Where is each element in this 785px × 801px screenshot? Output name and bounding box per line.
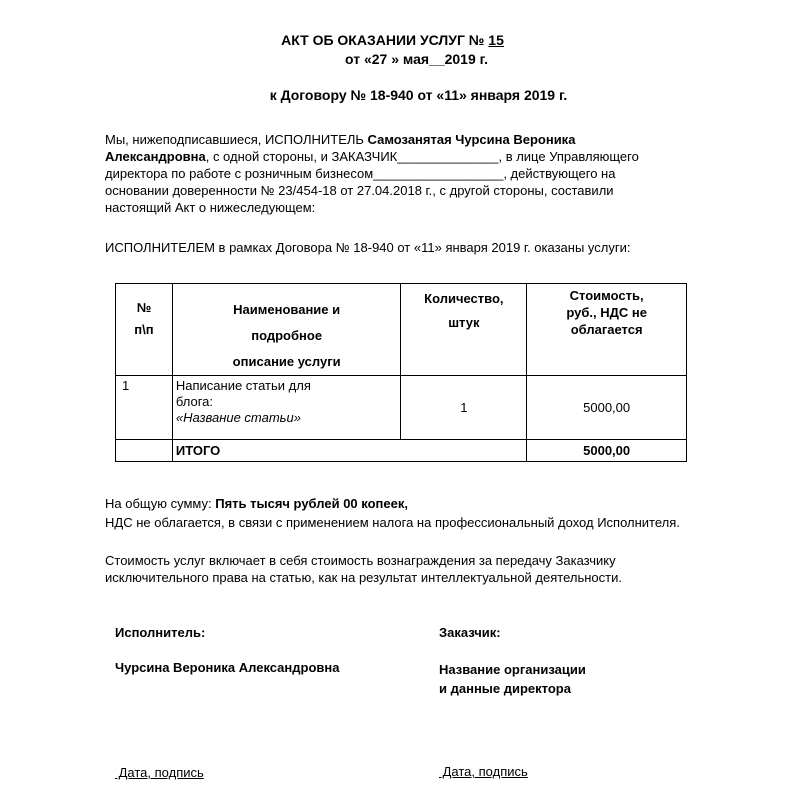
executor-name: Чурсина Вероника Александровна xyxy=(115,660,340,675)
rights-paragraph xyxy=(105,552,728,586)
act-date: от «27 » мая__2019 г. xyxy=(345,51,488,67)
customer-name: Название организации и данные директора xyxy=(439,662,586,696)
total-sum-line: На общую сумму: Пять тысяч рублей 00 копеек, xyxy=(105,496,408,511)
intro-line-2: Александровна, с одной стороны, и ЗАКАЗЧИК______________, в лице Управляющего xyxy=(105,149,639,164)
services-intro: ИСПОЛНИТЕЛЕМ в рамках Договора № 18-940 от «11» января 2019 г. оказаны услуги: xyxy=(105,240,631,255)
row-description: Написание статьи для блога: «Название статьи» xyxy=(172,376,401,440)
row-cost: 5000,00 xyxy=(527,376,687,440)
executor-signature-line: Дата, подпись xyxy=(115,765,204,780)
executor-inline-name-2: Александровна xyxy=(105,149,206,164)
intro-line-4: основании доверенности № 23/454-18 от 27.04.2018 г., с другой стороны, составили xyxy=(105,183,614,198)
total-value: 5000,00 xyxy=(527,440,687,462)
total-label: ИТОГО xyxy=(172,440,526,462)
act-number: 15 xyxy=(488,32,504,48)
table-row xyxy=(116,376,687,440)
contract-reference: к Договору № 18-940 от «11» января 2019 г. xyxy=(269,87,568,103)
customer-signature-line: Дата, подпись xyxy=(439,764,528,779)
services-table xyxy=(115,283,687,462)
vat-note: НДС не облагается, в связи с применением налога на профессиональный доход Исполнителя. xyxy=(105,515,680,530)
article-title: «Название статьи» xyxy=(175,410,301,425)
rights-line-1: Стоимость услуг включает в себя стоимость вознаграждения за передачу Заказчику xyxy=(105,553,616,568)
executor-label: Исполнитель: xyxy=(115,625,206,640)
table-header-row xyxy=(116,284,687,376)
intro-paragraph xyxy=(105,131,728,216)
header-num: № п\п xyxy=(116,284,173,376)
title-prefix: АКТ ОБ ОКАЗАНИИ УСЛУГ № xyxy=(281,32,485,48)
executor-inline-name: Самозанятая Чурсина Вероника xyxy=(367,132,576,147)
row-num: 1 xyxy=(116,376,173,440)
row-quantity: 1 xyxy=(401,376,527,440)
intro-line-3: директора по работе с розничным бизнесом__________________, действующего на xyxy=(105,166,616,181)
header-cost: Стоимость, руб., НДС не облагается xyxy=(527,284,687,376)
header-name: Наименование и подробное описание услуги xyxy=(172,284,401,376)
header-quantity: Количество, штук xyxy=(401,284,527,376)
rights-line-2: исключительного права на статью, как на результат интеллектуальной деятельности. xyxy=(105,570,622,585)
intro-line-5: настоящий Акт о нижеследующем: xyxy=(105,200,316,215)
total-sum-words: Пять тысяч рублей 00 копеек, xyxy=(215,496,408,511)
table-total-row xyxy=(116,440,687,462)
customer-label: Заказчик: xyxy=(439,625,501,640)
total-empty-cell xyxy=(116,440,173,462)
intro-line-1: Мы, нижеподписавшиеся, ИСПОЛНИТЕЛЬ Самозанятая Чурсина Вероника xyxy=(105,132,576,147)
document-title xyxy=(0,32,785,48)
